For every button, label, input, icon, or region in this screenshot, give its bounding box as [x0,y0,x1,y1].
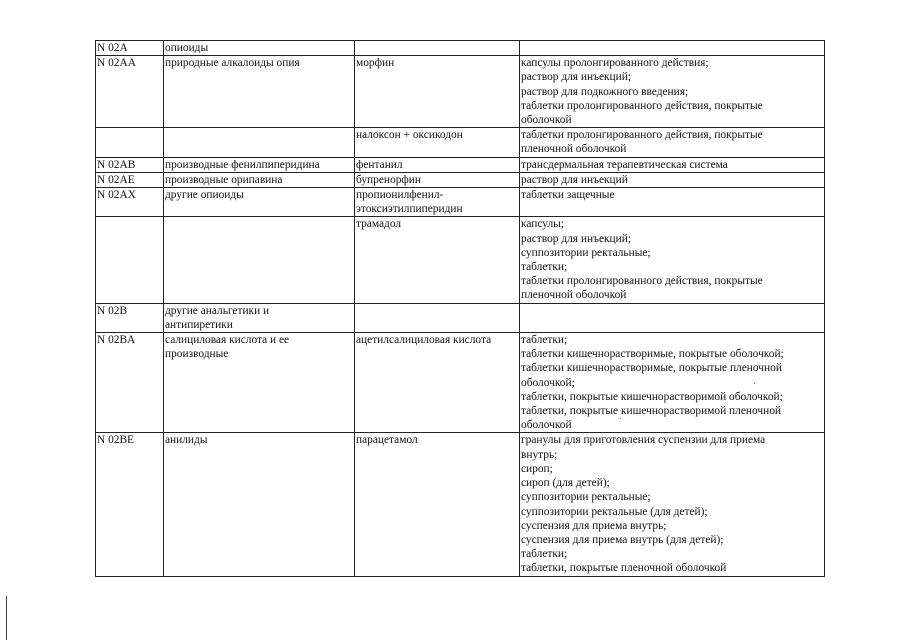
dosage-form-line: таблетки, покрытые кишечнорастворимой оболочкой; [521,390,783,403]
dosage-form-line: раствор для инъекций; [521,71,632,84]
substance-cell [355,188,520,217]
substance-cell: трамадол [355,217,520,303]
substance-text: пропионилфенил-этоксиэтилпиперидин [356,189,463,216]
dosage-form-line: таблетки, покрытые пленочной оболочкой [521,562,727,575]
dosage-forms-cell [520,157,825,172]
atc-code-cell: N 02AA [96,56,164,128]
table-row [96,188,825,217]
dosage-form-line: таблетки пролонгированного действия, покрытые [521,99,763,112]
dosage-form-line: раствор для инъекций [521,173,628,186]
table-row [96,41,825,56]
dosage-form-line: оболочкой [521,114,572,127]
group-cell: производные орипавина [164,172,355,187]
dosage-form-line: таблетки кишечнорастворимые, покрытые пленочной [521,362,782,375]
dosage-form-line: трансдермальная терапевтическая система [521,158,728,171]
dosage-forms-cell [520,128,825,157]
dosage-form-line: гранулы для приготовления суспензии для приема [521,434,766,447]
atc-code-cell [96,128,164,157]
substance-cell: ацетилсалициловая кислота [355,333,520,433]
group-cell: производные фенилпиперидина [164,157,355,172]
dosage-form-line: таблетки; [521,261,568,274]
substance-cell: морфин [355,56,520,128]
atc-code-cell [96,217,164,303]
dosage-form-line: таблетки кишечнорастворимые, покрытые оболочкой; [521,348,784,361]
dosage-forms-cell [520,41,825,56]
substance-cell: парацетамол [355,433,520,576]
dosage-forms-cell [520,433,825,576]
substance-cell: бупренорфин [355,172,520,187]
dosage-form-line: суппозитории ректальные; [521,246,651,259]
atc-code-cell: N 02BA [96,333,164,433]
substance-cell: фентанил [355,157,520,172]
group-cell: другие опиоиды [164,188,355,217]
substance-cell [355,303,520,332]
scan-edge-line [6,596,7,640]
group-cell [164,333,355,433]
dosage-form-line: капсулы пролонгированного действия; [521,57,709,70]
table-row [96,128,825,157]
atc-code-cell: N 02AB [96,157,164,172]
dosage-form-line: суппозитории ректальные; [521,491,651,504]
table-row [96,56,825,128]
substance-cell: налоксон + оксикодон [355,128,520,157]
group-cell [164,128,355,157]
dosage-form-line: раствор для инъекций; [521,232,632,245]
dosage-form-line: суспензия для приема внутрь; [521,519,667,532]
dosage-forms-cell [520,56,825,128]
dosage-forms-cell [520,303,825,332]
substance-cell [355,41,520,56]
dosage-forms-cell [520,172,825,187]
dosage-form-line: сироп (для детей); [521,477,610,490]
dosage-form-line: таблетки, покрытые кишечнорастворимой пленочной [521,405,781,418]
dosage-forms-cell [520,333,825,433]
dosage-form-line: суппозитории ректальные (для детей); [521,505,708,518]
atc-code-cell: N 02AX [96,188,164,217]
dosage-form-line: оболочкой; [521,376,575,389]
table-row [96,433,825,576]
table-row [96,333,825,433]
table-row [96,217,825,303]
dosage-forms-cell [520,217,825,303]
dosage-form-line: таблетки пролонгированного действия, покрытые [521,129,763,142]
dosage-form-line: оболочкой [521,419,572,432]
dosage-form-line: суспензия для приема внутрь (для детей); [521,533,724,546]
dosage-form-line: таблетки пролонгированного действия, покрытые [521,275,763,288]
dosage-form-line: таблетки защечные [521,189,615,202]
dosage-form-line: раствор для подкожного введения; [521,85,689,98]
table-row [96,303,825,332]
dosage-form-line: пленочной оболочкой [521,143,627,156]
group-cell [164,303,355,332]
group-cell: природные алкалоиды опия [164,56,355,128]
atc-code-cell: N 02BE [96,433,164,576]
group-text: другие анальгетики и антипиретики [165,304,270,331]
dosage-form-line: капсулы; [521,218,564,231]
group-cell: опиоиды [164,41,355,56]
dosage-form-line: сироп; [521,462,553,475]
dosage-form-line: внутрь; [521,448,558,461]
group-text: салициловая кислота и ее производные [165,334,290,361]
group-cell [164,217,355,303]
dosage-form-line: таблетки; [521,548,568,561]
group-cell: анилиды [164,433,355,576]
table-row [96,157,825,172]
atc-code-cell: N 02B [96,303,164,332]
atc-code-cell: N 02A [96,41,164,56]
dosage-forms-cell [520,188,825,217]
dosage-form-line: таблетки; [521,334,568,347]
dosage-form-line: пленочной оболочкой [521,289,627,302]
table-row [96,172,825,187]
atc-code-cell: N 02AE [96,172,164,187]
drug-classification-table [95,40,825,577]
